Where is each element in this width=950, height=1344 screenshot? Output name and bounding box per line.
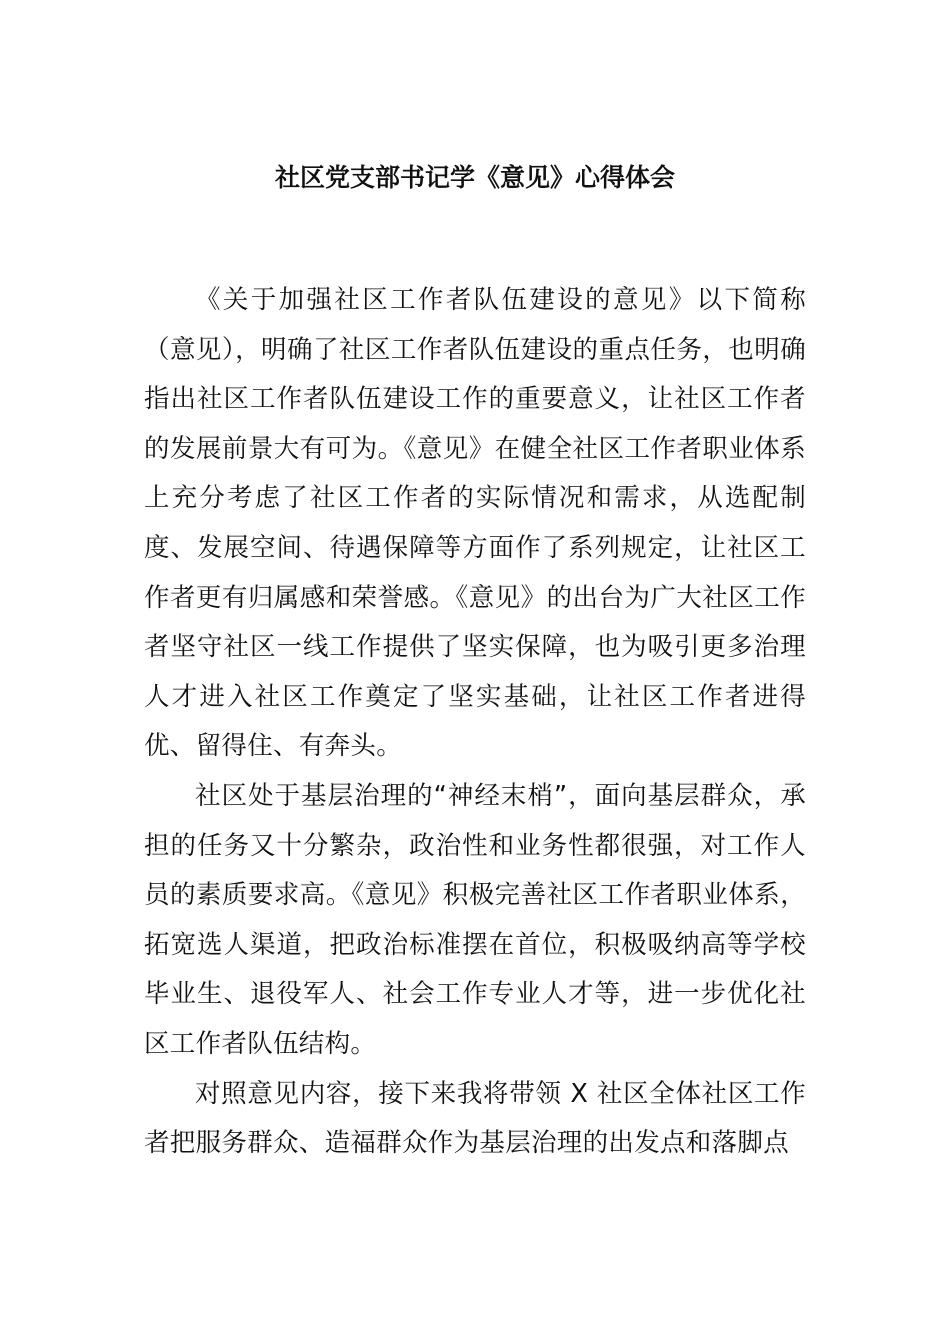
document-body — [144, 276, 806, 1169]
paragraph-3: 对照意见内容，接下来我将带领 X 社区全体社区工作者把服务群众、造福群众作为基层治理的出发点和落脚点 — [144, 1078, 806, 1159]
paragraph-2: 社区处于基层治理的“神经末梢”，面向基层群众，承担的任务又十分繁杂，政治性和业务性都很强，对工作人员的素质要求高。《意见》积极完善社区工作者职业体系，拓宽选人渠道，把政治标准摆在首位，积极吸纳高等学校毕业生、退役军人、社会工作专业人才等，进一步优化社区工作者队伍结构。 — [144, 780, 806, 1059]
paragraph-1: 《关于加强社区工作者队伍建设的意见》以下简称（意见），明确了社区工作者队伍建设的重点任务，也明确指出社区工作者队伍建设工作的重要意义，让社区工作者的发展前景大有可为。《意见》在健全社区工作者职业体系上充分考虑了社区工作者的实际情况和需求，从选配制度、发展空间、待遇保障等方面作了系列规定，让社区工作者更有归属感和荣誉感。《意见》的出台为广大社区工作者坚守社区一线工作提供了坚实保障，也为吸引更多治理人才进入社区工作奠定了坚实基础，让社区工作者进得优、留得住、有奔头。 — [144, 285, 806, 762]
document-title: 社区党支部书记学《意见》心得体会 — [274, 163, 675, 192]
